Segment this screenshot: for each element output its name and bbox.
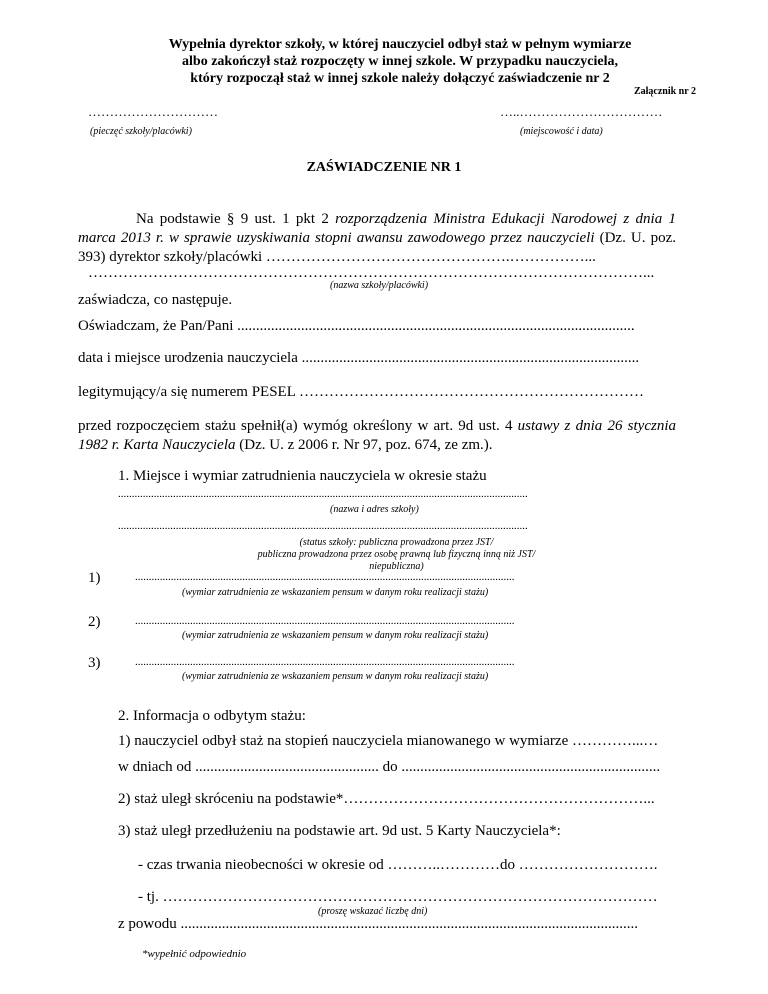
requirement-act: ustawy z dnia 26 stycznia 1982 r. Karta Nauczyciela — [78, 418, 677, 453]
internship-dates-line: w dniach od ................................................. do ..................................................................... — [118, 759, 661, 775]
header-line-2: albo zakończył staż rozpoczęty w innej szkole. W przypadku nauczyciela, — [182, 54, 618, 69]
absence-period-line: - czas trwania nieobecności w okresie od ………..…………do ………………………. — [138, 857, 658, 873]
footnote: *wypełnić odpowiednio — [142, 948, 247, 960]
section1-heading: 1. Miejsce i wymiar zatrudnienia nauczyciela w okresie stażu — [118, 468, 487, 484]
absence-days-label: (proszę wskazać liczbę dni) — [318, 906, 428, 917]
employment-item-1-number: 1) — [88, 570, 101, 586]
status-label-line-1: (status szkoły: publiczna prowadzona przez JST/ — [299, 537, 494, 548]
employment-item-2-label: (wymiar zatrudnienia ze wskazaniem pensum w danym roku realizacji stażu) — [182, 630, 489, 641]
attachment-label: Załącznik nr 2 — [633, 86, 696, 97]
employment-item-2-number: 2) — [88, 614, 101, 630]
birth-field: data i miejsce urodzenia nauczyciela .......................................................................................... — [78, 350, 640, 366]
pesel-field: legitymujący/a się numerem PESEL …………………………………………………………… — [78, 384, 645, 400]
intro-paragraph — [78, 210, 676, 267]
internship-extended-line: 3) staż uległ przedłużeniu na podstawie art. 9d ust. 5 Karty Nauczyciela*: — [118, 823, 561, 839]
absence-reason-line: z powodu .......................................................................................................................... — [118, 916, 638, 932]
school-status-label — [118, 537, 675, 573]
document-title: ZAŚWIADCZENIE NR 1 — [306, 160, 462, 175]
employment-item-3-number: 3) — [88, 655, 101, 671]
requirement-a: przed rozpoczęciem stażu spełnił(a) wymóg określony w art. 9d ust. 4 — [78, 418, 518, 434]
absence-days-line: - tj. ……………………………………………………………………………………… — [138, 889, 658, 905]
certifies-text: zaświadcza, co następuje. — [78, 292, 233, 308]
section1-name-dots: ..................................................................................................................................................... — [118, 488, 528, 500]
employment-item-1-dots: .......................................................................................................................................... — [135, 571, 515, 583]
stamp-label: (pieczęć szkoły/placówki) — [90, 126, 192, 137]
internship-completed-line: 1) nauczyciel odbył staż na stopień nauczyciela mianowanego w wymiarze …………...… — [118, 733, 659, 749]
declare-field: Oświadczam, że Pan/Pani .......................................................................................................... — [78, 318, 635, 334]
school-address-label: (nazwa i adres szkoły) — [330, 504, 419, 515]
requirement-c: (Dz. U. z 2006 r. Nr 97, poz. 674, ze zm.). — [235, 437, 493, 453]
intro-regulation: rozporządzenia Ministra Edukacji Narodowej z dnia 1 marca 2013 r. w sprawie uzyskiwania stopni awansu zawodowego przez nauczycieli — [78, 211, 677, 246]
header-line-3: który rozpoczął staż w innej szkole należy dołączyć zaświadczenie nr 2 — [190, 71, 610, 86]
intro-part-a: Na podstawie § 9 ust. 1 pkt 2 — [136, 211, 336, 227]
employment-item-1-label: (wymiar zatrudnienia ze wskazaniem pensum w danym roku realizacji stażu) — [182, 587, 489, 598]
requirement-paragraph — [78, 417, 676, 455]
header-line-1: Wypełnia dyrektor szkoły, w której nauczyciel odbył staż w pełnym wymiarze — [168, 37, 632, 52]
status-label-line-2: publiczna prowadzona przez osobę prawną lub fizyczną inną niż JST/ — [257, 549, 536, 560]
internship-shortened-line: 2) staż uległ skróceniu na podstawie*……………………………………………………... — [118, 791, 655, 807]
stamp-dots: ………………………… — [88, 104, 218, 119]
place-date-label: (miejscowość i data) — [520, 126, 603, 137]
intro-part-c: (Dz. U. poz. 393) dyrektor szkoły/placówki ………………………………………….……………... — [78, 230, 676, 265]
employment-item-2-dots: .......................................................................................................................................... — [135, 615, 515, 627]
status-label-line-3: niepubliczna) — [369, 561, 424, 572]
section2-heading: 2. Informacja o odbytym stażu: — [118, 708, 306, 724]
employment-item-3-label: (wymiar zatrudnienia ze wskazaniem pensum w danym roku realizacji stażu) — [182, 671, 489, 682]
school-name-dots: …………………………………………………………………………………………………... — [88, 265, 655, 281]
place-date-dots: …..…………………………… — [500, 104, 663, 119]
school-name-label: (nazwa szkoły/placówki) — [330, 280, 429, 291]
employment-item-3-dots: .......................................................................................................................................... — [135, 656, 515, 668]
section1-status-dots: ..................................................................................................................................................... — [118, 520, 528, 532]
